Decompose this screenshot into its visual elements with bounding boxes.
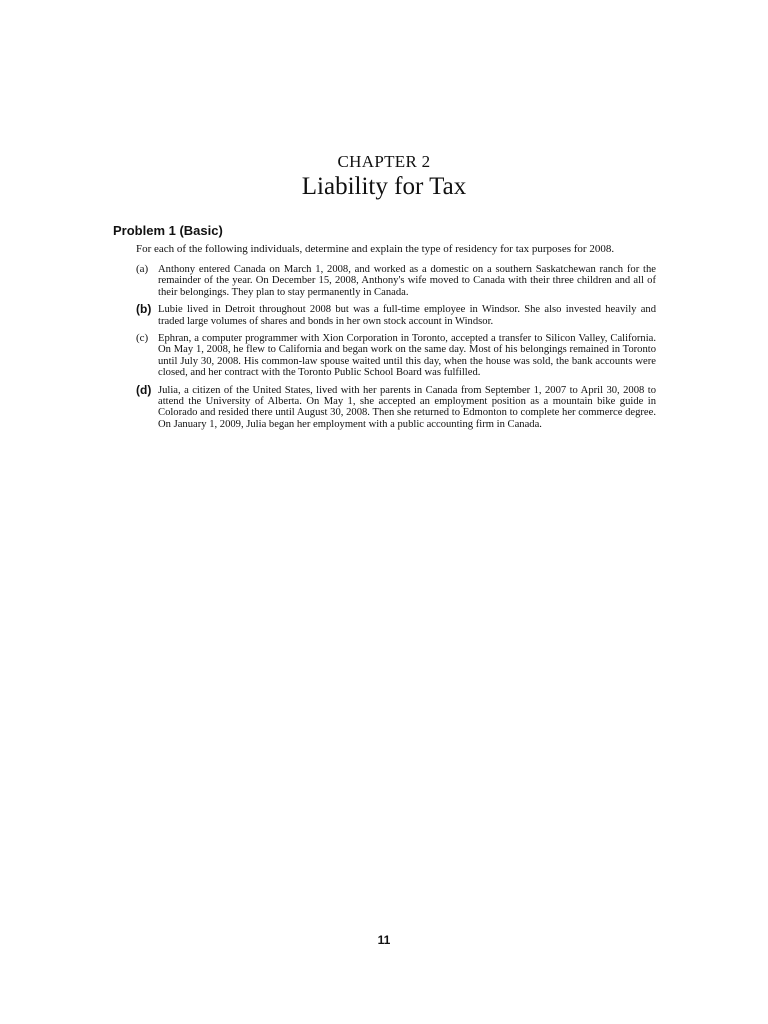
problem-item-c [136,333,656,379]
item-text: Ephran, a computer programmer with Xion Corporation in Toronto, accepted a transfer to Silicon Valley, California. On May 1, 2008, he flew to California and began work on the same day. Most of his belongings remained in Toronto until July 30, 2008. His common-law spouse waited until this day, when the house was sold, the bank accounts were closed, and her contract with the Toronto Public School Board was fulfilled. [158,333,656,379]
item-text: Anthony entered Canada on March 1, 2008, and worked as a domestic on a southern Saskatchewan ranch for the remainder of the year. On December 15, 2008, Anthony's wife moved to Canada with their three children and all of their belongings. They plan to stay permanently in Canada. [158,264,656,298]
item-marker: (a) [136,263,149,275]
problem-intro: For each of the following individuals, determine and explain the type of residency for tax purposes for 2008. [136,243,615,255]
page-number: 11 [377,933,391,947]
chapter-title: Liability for Tax [301,173,467,200]
problem-items-list [136,264,656,436]
problem-item-d [136,382,656,431]
item-text: Lubie lived in Detroit throughout 2008 but was a full-time employee in Windsor. She also invested heavily and traded large volumes of shares and bonds in her own stock account in Windsor. [158,304,656,327]
item-marker: (c) [136,332,149,345]
problem-item-b [136,304,656,327]
problem-heading: Problem 1 (Basic) [113,223,223,238]
item-text: Julia, a citizen of the United States, lived with her parents in Canada from September 1, 2007 to April 30, 2008 to attend the University of Alberta. On May 1, she accepted an employment position as a mountain bike guide in Colorado and resided there until August 30, 2008. Then she returned to Edmonton to complete her commerce degree. On January 1, 2009, Julia began her employment with a public accounting firm in Canada. [158,384,656,430]
problem-item-a [136,264,656,298]
item-marker: (d) [136,382,152,397]
chapter-label: CHAPTER 2 [337,152,431,171]
item-marker: (b) [136,302,152,317]
